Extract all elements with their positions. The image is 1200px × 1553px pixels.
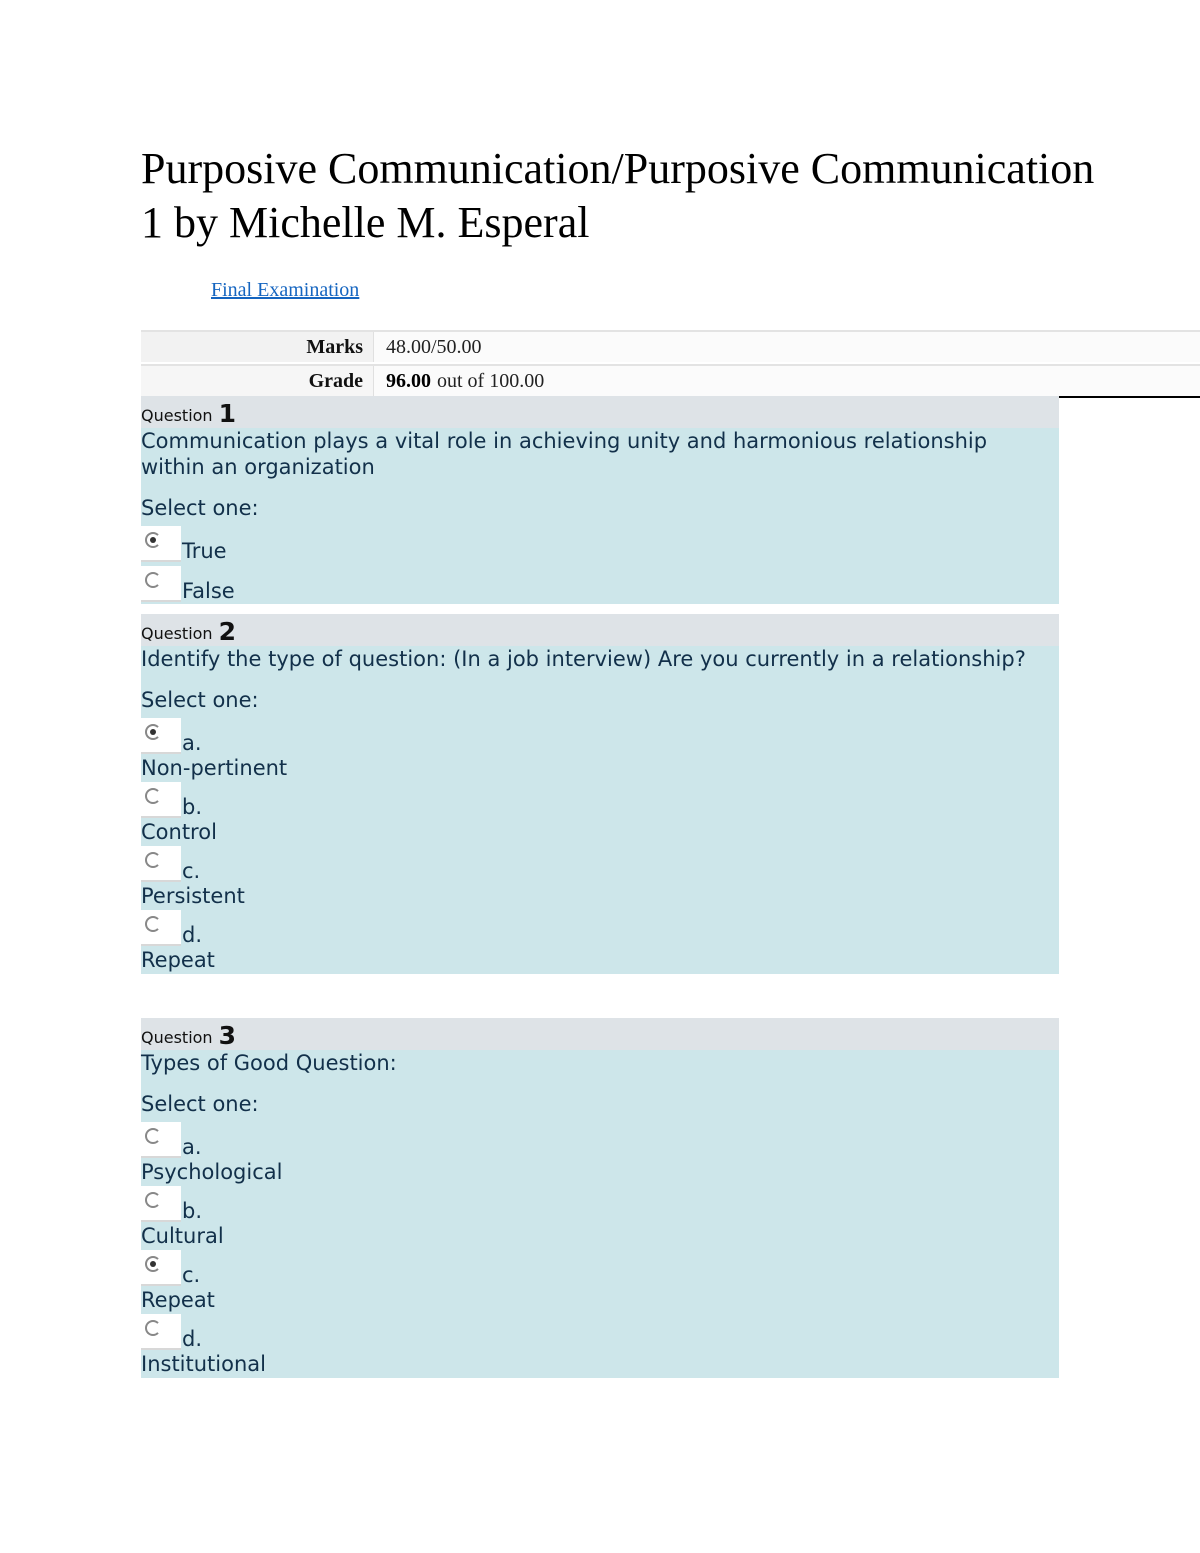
option-letter: b. (182, 1199, 203, 1223)
option-true[interactable] (141, 526, 1059, 562)
question-word: Question (141, 1028, 213, 1047)
radio-checked-icon (145, 1256, 161, 1272)
option-text: Psychological (141, 1160, 283, 1184)
question-number: 1 (218, 399, 236, 428)
radio-button[interactable] (141, 846, 181, 882)
option-letter: d. (182, 1327, 203, 1351)
option-letter: d. (182, 923, 203, 947)
radio-button[interactable] (141, 566, 181, 602)
radio-button[interactable] (141, 526, 181, 562)
grade-label: Grade (308, 369, 363, 392)
question-number: 2 (218, 617, 236, 646)
radio-unchecked-icon (145, 572, 161, 588)
option-text: Control (141, 820, 217, 844)
option-label: False (182, 579, 235, 603)
option-b[interactable] (141, 782, 1059, 846)
radio-unchecked-icon (145, 916, 161, 932)
option-letter: c. (182, 859, 201, 883)
question-1 (141, 396, 1059, 604)
question-3 (141, 1018, 1059, 1378)
radio-button[interactable] (141, 910, 181, 946)
question-word: Question (141, 406, 213, 425)
radio-button[interactable] (141, 1250, 181, 1286)
question-header (141, 614, 1059, 646)
option-a[interactable] (141, 1122, 1059, 1186)
question-text: Communication plays a vital role in achieving unity and harmonious relationship within an organization (141, 429, 988, 479)
option-d[interactable] (141, 1314, 1059, 1378)
radio-button[interactable] (141, 1122, 181, 1158)
radio-button[interactable] (141, 1314, 181, 1350)
question-text: Types of Good Question: (141, 1051, 397, 1075)
option-text: Cultural (141, 1224, 224, 1248)
grade-row (141, 364, 1200, 398)
question-word: Question (141, 624, 213, 643)
grade-value (373, 366, 1200, 396)
option-letter: c. (182, 1263, 201, 1287)
select-one-label: Select one: (141, 496, 259, 520)
question-header (141, 396, 1059, 428)
option-letter: b. (182, 795, 203, 819)
option-text: Repeat (141, 948, 215, 972)
question-2 (141, 614, 1059, 974)
radio-unchecked-icon (145, 1128, 161, 1144)
option-b[interactable] (141, 1186, 1059, 1250)
option-letter: a. (182, 1135, 202, 1159)
option-text: Non-pertinent (141, 756, 288, 780)
radio-unchecked-icon (145, 852, 161, 868)
grade-score: 96.00 (386, 369, 431, 392)
option-d[interactable] (141, 910, 1059, 974)
marks-label: Marks (306, 335, 363, 358)
radio-button[interactable] (141, 1186, 181, 1222)
question-header (141, 1018, 1059, 1050)
marks-row (141, 330, 1200, 362)
option-text: Institutional (141, 1352, 266, 1376)
radio-unchecked-icon (145, 1320, 161, 1336)
option-letter: a. (182, 731, 202, 755)
marks-value: 48.00/50.00 (373, 332, 1200, 362)
radio-unchecked-icon (145, 788, 161, 804)
option-a[interactable] (141, 718, 1059, 782)
radio-button[interactable] (141, 718, 181, 754)
select-one-label: Select one: (141, 1092, 259, 1116)
option-c[interactable] (141, 846, 1059, 910)
option-label: True (182, 539, 227, 563)
radio-unchecked-icon (145, 1192, 161, 1208)
radio-checked-icon (145, 532, 161, 548)
select-one-label: Select one: (141, 688, 259, 712)
final-examination-link[interactable]: Final Examination (211, 279, 360, 301)
option-c[interactable] (141, 1250, 1059, 1314)
page-title: Purposive Communication/Purposive Communication 1 by Michelle M. Esperal (141, 144, 1095, 247)
radio-checked-icon (145, 724, 161, 740)
question-number: 3 (218, 1021, 236, 1050)
grade-suffix: out of 100.00 (437, 369, 545, 392)
option-text: Persistent (141, 884, 245, 908)
grade-summary (141, 330, 1200, 398)
radio-button[interactable] (141, 782, 181, 818)
question-text: Identify the type of question: (In a job interview) Are you currently in a relationship? (141, 647, 1026, 671)
option-false[interactable] (141, 566, 1059, 602)
option-text: Repeat (141, 1288, 215, 1312)
